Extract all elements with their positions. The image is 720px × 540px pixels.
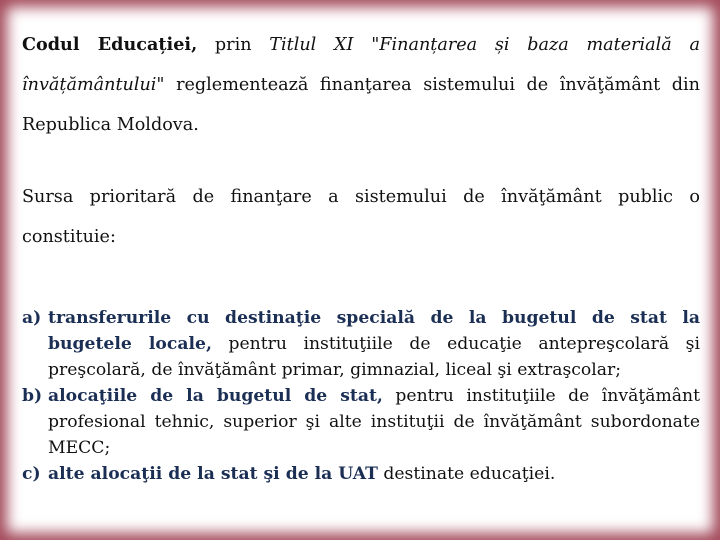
- intro-text-1: prin: [197, 35, 270, 55]
- list-marker: b): [22, 386, 43, 406]
- list-item-bold: alte alocaţii de la stat şi de la UAT: [48, 464, 378, 484]
- list-item: [22, 305, 700, 383]
- funding-sources-list: [22, 305, 700, 487]
- priority-source-paragraph: Sursa prioritară de finanţare a sistemului de învăţământ public o constituie:: [22, 187, 700, 247]
- list-item: [22, 461, 700, 487]
- list-item-bold: alocaţiile de la bugetul de stat,: [48, 386, 383, 406]
- intro-paragraph: [22, 25, 700, 147]
- list-item-bold: transferurile cu destinaţie specială de la bugetul de stat la bugetele locale,: [48, 308, 700, 354]
- list-item-text: destinate educaţiei.: [377, 464, 556, 484]
- intro-text-2: reglementează finanţarea sistemului de învăţământ din Republica Moldova.: [22, 75, 700, 135]
- list-item-text: pentru instituţiile de învăţământ profesional tehnic, superior şi alte instituţii de învăţământ subordonate MECC;: [48, 386, 700, 458]
- list-item-text: pentru instituţiile de educaţie antepreşcolară şi preşcolară, de învăţământ primar, gimnazial, liceal şi extraşcolar;: [48, 334, 700, 380]
- list-marker: a): [22, 308, 42, 328]
- slide-content: [22, 25, 700, 261]
- title-xi-reference: Titlul XI "Finanțarea și baza materială a învățământului": [22, 35, 700, 95]
- list-item: [22, 383, 700, 461]
- list-marker: c): [22, 464, 41, 484]
- code-title: Codul Educației,: [22, 34, 198, 55]
